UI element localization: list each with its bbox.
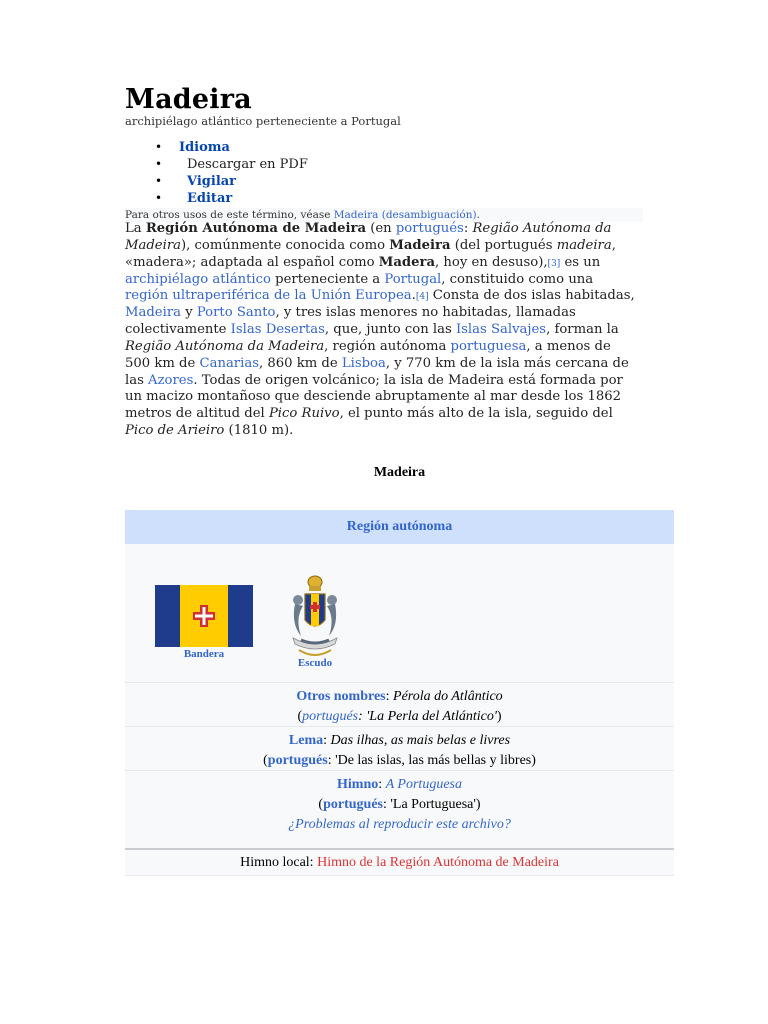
infobox-divider (125, 848, 674, 850)
anthem-row: Himno: A Portuguesa (portugués: 'La Portuguesa') ¿Problemas al reproducir este archivo? (288, 777, 511, 832)
hatnote-text: Para otros usos de este término, véase (125, 209, 334, 221)
motto-translation: 'De las islas, las más bellas y libres) (335, 753, 536, 768)
infobox-caption: Madeira (373, 465, 426, 480)
hatnote-end: . (476, 209, 480, 221)
lead-text: y (181, 305, 197, 321)
lead-text: (en (366, 221, 396, 236)
lead-text: La (125, 221, 146, 236)
region-type-link[interactable]: Región autónoma (346, 519, 453, 534)
anthem-value-link[interactable]: A Portuguesa (385, 777, 462, 792)
link-azores[interactable]: Azores (148, 372, 194, 388)
lead-paragraph (125, 221, 640, 440)
watch-link[interactable]: Vigilar (187, 174, 237, 189)
lead-italic: Região Autónoma da Madeira (125, 338, 325, 354)
link-porto-santo[interactable]: Porto Santo (196, 305, 276, 321)
lead-text: perteneciente a (270, 271, 385, 287)
flag-label[interactable]: Bandera (183, 648, 225, 660)
link-islas-salvajes[interactable]: Islas Salvajes (455, 322, 547, 338)
lead-text: , y 770 km de la isla más cercana de las (125, 355, 629, 388)
link-lisboa[interactable]: Lisboa (341, 355, 386, 371)
infobox-type-header (125, 510, 674, 544)
lead-text: , que, junto con las (324, 322, 456, 338)
local-anthem-redlink[interactable]: Himno de la Región Autónoma de Madeira (317, 855, 559, 870)
infobox (125, 510, 674, 876)
madeira-coat-of-arms-image[interactable] (289, 574, 341, 660)
link-archipielago[interactable]: archipiélago atlántico (125, 271, 271, 287)
lead-text: : (463, 221, 473, 236)
lead-italic: Região Autónoma da Madeira (125, 221, 612, 253)
lead-italic: madeira (556, 237, 612, 253)
link-portugues[interactable]: portugués (395, 221, 464, 236)
lead-text: (1810 m). (224, 423, 294, 439)
lead-text: , región autónoma (324, 338, 451, 354)
local-anthem-label: Himno local: (240, 855, 318, 870)
link-portugal[interactable]: Portugal (384, 271, 442, 287)
motto-key[interactable]: Lema (288, 733, 324, 748)
local-anthem-row (125, 855, 674, 871)
lead-text: . (411, 288, 416, 304)
reference-3[interactable]: [3] (547, 258, 561, 269)
infobox-divider (125, 875, 674, 876)
lead-text: , constituido como una (441, 271, 594, 287)
lead-bold: Región Autónoma de Madeira (145, 221, 367, 236)
download-pdf-link[interactable]: Descargar en PDF (187, 157, 308, 172)
other-names-row: Otros nombres: Pérola do Atlântico (portugués: 'La Perla del Atlántico') (296, 689, 503, 724)
link-region-ultraperiferica[interactable]: región ultraperiférica de la Unión Europea (125, 288, 412, 304)
motto-value: Das ilhas, as mais belas e livres (330, 733, 511, 748)
anthem-language-link[interactable]: portugués (323, 797, 383, 812)
coat-of-arms-label[interactable]: Escudo (297, 657, 333, 669)
disambiguation-link[interactable]: Madeira (desambiguación) (333, 209, 477, 221)
lead-text: . Todas de origen volcánico; la isla de Madeira está formada por un macizo montañoso que desciende abruptamente al mar desde los 1862 metros de altitud del (125, 372, 623, 422)
other-names-key[interactable]: Otros nombres (296, 689, 386, 704)
infobox-divider (125, 682, 674, 683)
motto-language-link[interactable]: portugués (267, 753, 328, 768)
edit-link[interactable]: Editar (187, 191, 233, 206)
other-names-translation: 'La Perla del Atlántico' (366, 709, 497, 724)
lead-text: Consta de dos islas habitadas, (428, 288, 635, 304)
infobox-divider (125, 726, 674, 727)
other-names-value: Pérola do Atlântico (393, 689, 503, 704)
lead-text: ), comúnmente conocida como (181, 237, 390, 253)
lead-text: , y tres islas menores no habitadas, llamadas colectivamente (125, 305, 576, 338)
reference-4[interactable]: [4] (415, 292, 429, 303)
lead-text: (del portugués (450, 237, 557, 253)
lead-text: es un (560, 254, 601, 270)
other-names-language-link[interactable]: portugués (302, 709, 359, 724)
language-link[interactable]: Idioma (179, 140, 230, 155)
hatnote (125, 208, 643, 222)
anthem-key[interactable]: Himno (337, 777, 379, 792)
link-madeira[interactable]: Madeira (125, 305, 181, 321)
lead-italic: Pico Ruivo (268, 406, 340, 422)
lead-text: , hoy en desuso), (435, 254, 548, 270)
audio-problem-link[interactable]: ¿Problemas al reproducir este archivo? (288, 817, 511, 832)
lead-bold: Madera (378, 254, 436, 270)
infobox-divider (125, 770, 674, 771)
lead-text: , el punto más alto de la isla, seguido del (339, 406, 613, 422)
lead-text: , forman la (546, 322, 619, 338)
lead-italic: Pico de Arieiro (125, 423, 225, 439)
page-subtitle: archipiélago atlántico perteneciente a Portugal (125, 114, 401, 128)
lead-text: , 860 km de (258, 355, 342, 371)
lead-bold: Madeira (389, 237, 451, 253)
link-portuguesa[interactable]: portuguesa (450, 338, 527, 354)
page-title: Madeira (125, 84, 252, 115)
madeira-flag-image[interactable] (155, 585, 253, 647)
link-islas-desertas[interactable]: Islas Desertas (230, 322, 325, 338)
lead-text: , a menos de 500 km de (125, 338, 611, 371)
anthem-translation: 'La Portuguesa') (390, 797, 481, 812)
link-canarias[interactable]: Canarias (199, 355, 259, 371)
lead-text: , «madera»; adaptada al español como (125, 237, 616, 270)
motto-row: Lema: Das ilhas, as mais belas e livres (portugués: 'De las islas, las más bellas y libres) (263, 733, 536, 768)
